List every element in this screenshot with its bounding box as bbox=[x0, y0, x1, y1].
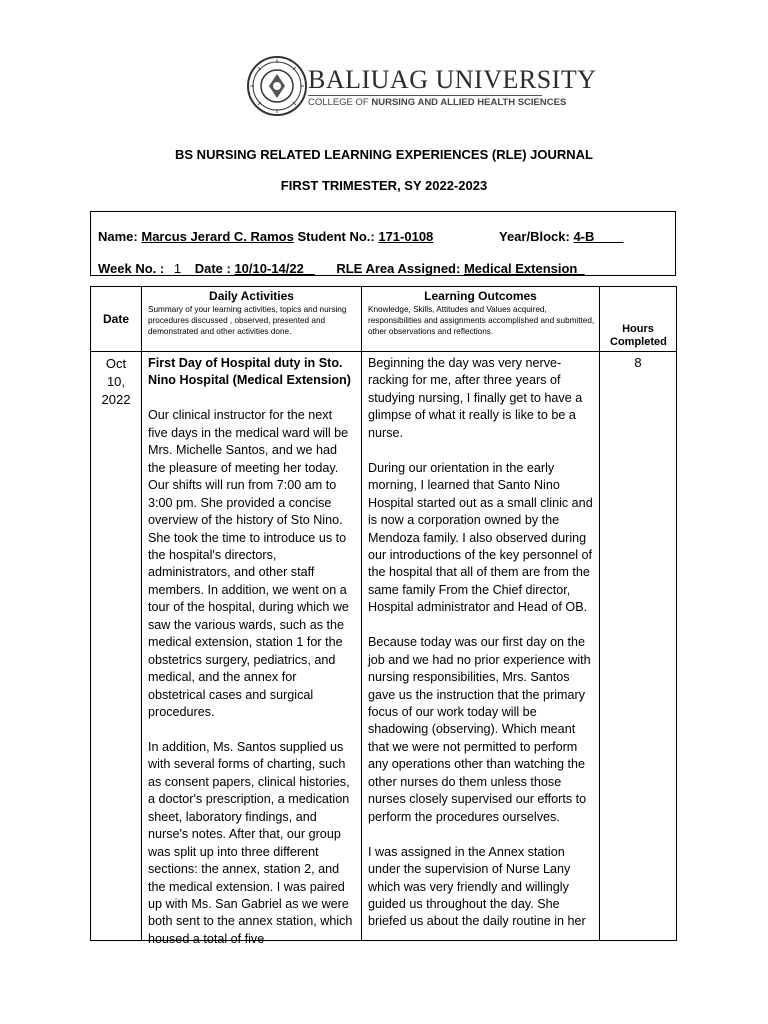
rle-value: Medical Extension_ bbox=[463, 261, 585, 276]
logo-divider bbox=[308, 95, 542, 96]
entry-date: Oct 10, 2022 bbox=[91, 352, 142, 941]
university-logo bbox=[246, 55, 597, 119]
activities-heading: First Day of Hospital duty in Sto. Nino Hospital (Medical Extension) bbox=[148, 356, 351, 388]
trimester-subtitle: FIRST TRIMESTER, SY 2022-2023 bbox=[280, 178, 488, 193]
date-header: Date bbox=[91, 287, 142, 352]
table-row bbox=[91, 352, 677, 941]
activities-header-title: Daily Activities bbox=[209, 289, 294, 303]
date-value: 10/10-14/22 _ bbox=[234, 261, 315, 276]
daily-activities-cell bbox=[142, 352, 362, 946]
name-value: Marcus Jerard C. Ramos bbox=[141, 229, 294, 244]
student-no-value: 171-0108 bbox=[378, 229, 434, 244]
week-info-line bbox=[98, 261, 585, 276]
outcomes-paragraph: Because today was our first day on the job and we had no prior experience with nursing responsibilities, Mrs. Santos gave us the instruction that the primary focus of our work today will be shadowing (observing). Which meant that we were not permitted to perform any operations other than watching the other nurses do them unless those nurses closely supervised our efforts to perform the procedures ourselves. bbox=[368, 635, 591, 824]
name-label: Name: bbox=[98, 229, 138, 244]
activities-header-desc: Summary of your learning activities, topics and nursing procedures discussed , observed, presented and demonstrated and other activities done. bbox=[148, 305, 347, 336]
university-name: BALIUAG UNIVERSITY bbox=[308, 65, 597, 94]
hours-completed: 8 bbox=[600, 352, 677, 941]
year-block-label: Year/Block: bbox=[499, 229, 570, 244]
journal-title: BS NURSING RELATED LEARNING EXPERIENCES (RLE) JOURNAL bbox=[175, 147, 593, 162]
outcomes-header-desc: Knowledge, Skills, Attitudes and Values acquired, responsibilities and assignments accomplished and submitted, other observations and reflections. bbox=[368, 305, 595, 336]
outcomes-paragraph: Beginning the day was very nerve-racking for me, after three years of studying nursing, I finally get to have a glimpse of what it really is like to be a nurse. bbox=[368, 356, 583, 440]
activities-paragraph: In addition, Ms. Santos supplied us with several forms of charting, such as consent papers, clinical histories, a doctor's prescription, a medication sheet, laboratory findings, and nurse's notes. After that, our group was split up into three different sections: the annex, station 2, and the medical extension. I was paired up with Ms. San Gabriel as we were both sent to the annex station, which housed a total of five bbox=[148, 739, 353, 946]
learning-outcomes-cell bbox=[362, 352, 600, 941]
student-no-label: Student No.: bbox=[297, 229, 375, 244]
table-header-row bbox=[91, 287, 677, 352]
journal-table bbox=[90, 286, 677, 946]
outcomes-paragraph: I was assigned in the Annex station under the supervision of Nurse Lany which was very friendly and willingly guided us throughout the day. She briefed us about the daily routine in her bbox=[368, 844, 586, 929]
outcomes-header bbox=[362, 287, 600, 352]
year-block-value: 4-B____ bbox=[573, 229, 624, 244]
student-info-box bbox=[90, 211, 676, 276]
student-info-line bbox=[98, 229, 433, 244]
year-block-line bbox=[499, 229, 623, 244]
college-name: COLLEGE OF NURSING AND ALLIED HEALTH SCIENCES bbox=[308, 97, 567, 108]
outcomes-paragraph: During our orientation in the early morning, I learned that Santo Nino Hospital started out as a small clinic and is now a corporation owned by the Mendoza family. I also observed during our introductions of the key personnel of the hospital that all of them are from the same family From the Chief director, Hospital administrator and Head of OB. bbox=[368, 460, 593, 615]
rle-label: RLE Area Assigned: bbox=[336, 261, 461, 276]
outcomes-header-title: Learning Outcomes bbox=[424, 289, 537, 303]
hours-header: Hours Completed bbox=[600, 287, 677, 352]
activities-paragraph: Our clinical instructor for the next five days in the medical ward will be Mrs. Michelle Santos, and we had the pleasure of meeting her today. Our shifts will run from 7:00 am to 3:00 pm. She provided a concise overview of the history of Sto Nino. She took the time to introduce us to the hospital's directors, administrators, and other staff members. In addition, we went on a tour of the hospital, during which we saw the various wards, such as the medical extension, station 1 for the obstetrics surgery, pediatrics, and medical, and the annex for obstetrical cases and surgical procedures. bbox=[148, 408, 349, 720]
week-label: Week No. : bbox=[98, 261, 165, 276]
date-label: Date : bbox=[194, 261, 231, 276]
activities-header bbox=[142, 287, 362, 352]
week-value: 1 bbox=[173, 261, 182, 276]
university-seal-icon bbox=[246, 55, 308, 117]
